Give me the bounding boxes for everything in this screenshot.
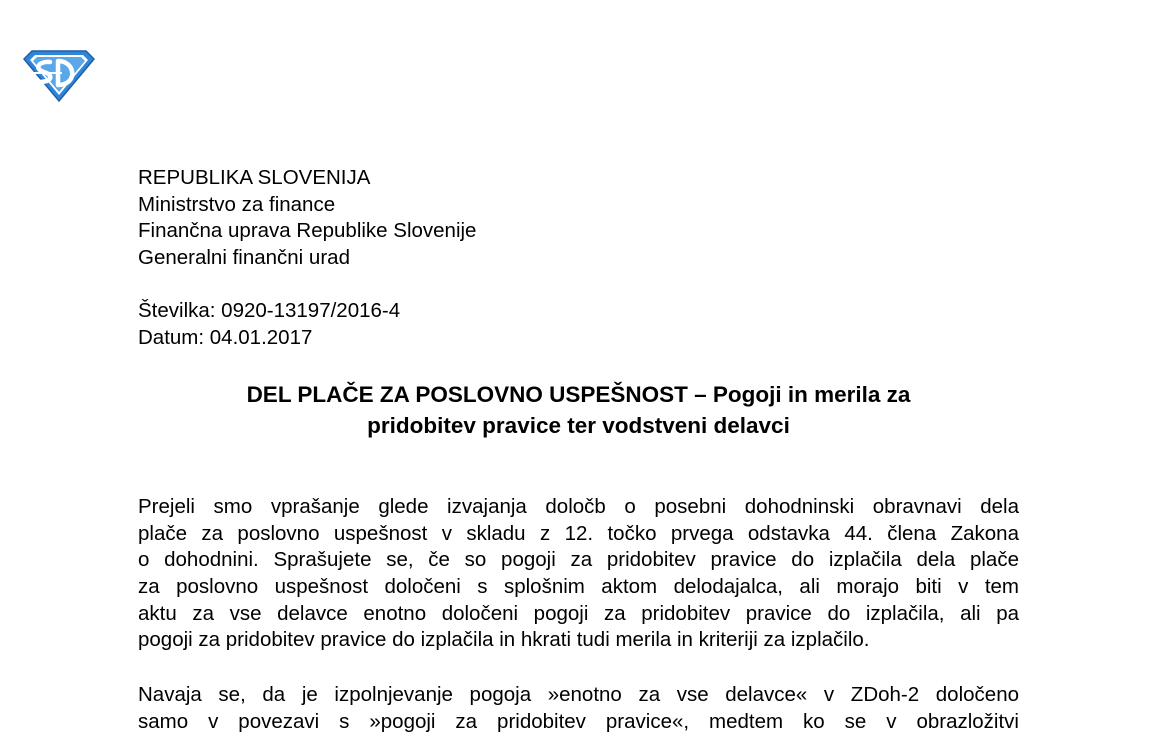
document-date: Datum: 04.01.2017 — [138, 325, 313, 349]
body-paragraph-2 — [138, 682, 1019, 735]
document-title — [138, 379, 1019, 441]
title-line: DEL PLAČE ZA POSLOVNO USPEŠNOST – Pogoji in merila za — [246, 382, 911, 407]
paragraph-line: za poslovno uspešnost določeni s splošnim aktom delodajalca, ali morajo biti v tem — [138, 575, 1019, 599]
paragraph-line: o dohodnini. Sprašujete se, če so pogoji za pridobitev pravice do izplačila dela plače — [138, 548, 1019, 572]
header-line-country: REPUBLIKA SLOVENIJA — [138, 166, 371, 189]
paragraph-line: plače za poslovno uspešnost v skladu z 12. točko prvega odstavka 44. člena Zakona — [138, 521, 1019, 545]
body-paragraph-1 — [138, 494, 1019, 654]
title-line: pridobitev pravice ter vodstveni delavci — [367, 413, 790, 438]
fu-shield-logo-icon — [22, 49, 96, 103]
paragraph-line: Prejeli smo vprašanje glede izvajanja določb o posebni dohodninski obravnavi dela — [138, 495, 1019, 518]
paragraph-line: pogoji za pridobitev pravice do izplačila in hkrati tudi merila in kriteriji za izplačilo. — [138, 628, 870, 652]
paragraph-line: Navaja se, da je izpolnjevanje pogoja »enotno za vse delavce« v ZDoh-2 določeno — [138, 683, 1019, 706]
issuer-header — [138, 165, 476, 272]
document-number: Številka: 0920-13197/2016-4 — [138, 299, 401, 322]
paragraph-line: aktu za vse delavce enotno določeni pogoji za pridobitev pravice do izplačila, ali pa — [138, 601, 1019, 625]
header-line-administration: Finančna uprava Republike Slovenije — [138, 219, 477, 243]
header-line-office: Generalni finančni urad — [138, 246, 350, 270]
document-meta — [138, 298, 400, 351]
header-line-ministry: Ministrstvo za finance — [138, 192, 336, 216]
paragraph-line: samo v povezavi s »pogoji za pridobitev pravice«, medtem ko se v obrazložitvi — [138, 709, 1019, 733]
